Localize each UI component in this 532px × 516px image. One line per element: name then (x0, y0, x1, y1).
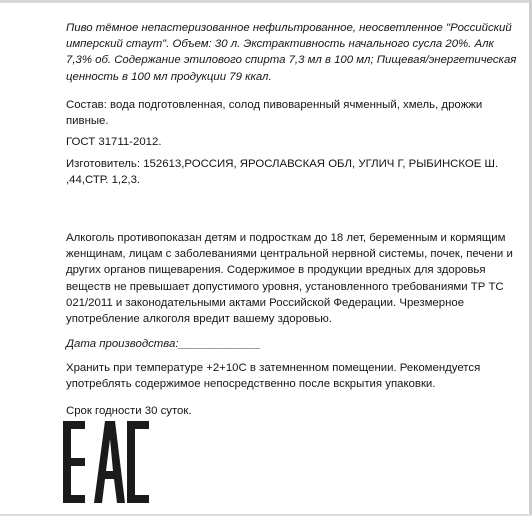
shelf-life: Срок годности 30 суток. (66, 405, 192, 417)
eac-certification-logo (63, 421, 149, 503)
storage-instructions: Хранить при температуре +2+10С в затемненном помещении. Рекомендуется употреблять содержимое непосредственно после вскрытия упаковки. (66, 362, 481, 391)
composition-text: Состав: вода подготовленная, солод пивоваренный ячменный, хмель, дрожжи пивные. (66, 99, 483, 128)
production-date: Дата производства:_____________ (66, 338, 261, 350)
gost-standard: ГОСТ 31711-2012. (66, 136, 162, 148)
health-warning: Алкоголь противопоказан детям и подросткам до 18 лет, беременным и кормящим женщинам, лицам с заболеваниями центральной нервной системы, почек, печени и других органов пищеварения. Содержимое в продукции вредных для здоровья веществ не превышает допустимого уровня, установленного требованиями ТР ТС 021/2011 и законодательными актами Российской Федерации. Чрезмерное употребление алкоголя вредит вашему здоровью. (66, 232, 513, 326)
scan-edge-top (0, 0, 532, 3)
product-title: Пиво тёмное непастеризованное нефильтрованное, неосветленное "Российский имперский стаут". Объем: 30 л. Экстрактивность начального сусла 20%. Алк 7,3% об. Содержание этилового спирта 7,3 мл в 100 мл; Пищевая/энергетическая ценность в 100 мл продукции 79 ккал. (66, 22, 517, 83)
manufacturer-address: Изготовитель: 152613,РОССИЯ, ЯРОСЛАВСКАЯ ОБЛ, УГЛИЧ Г, РЫБИНСКОЕ Ш. ,44,СТР. 1,2,3. (66, 158, 499, 187)
